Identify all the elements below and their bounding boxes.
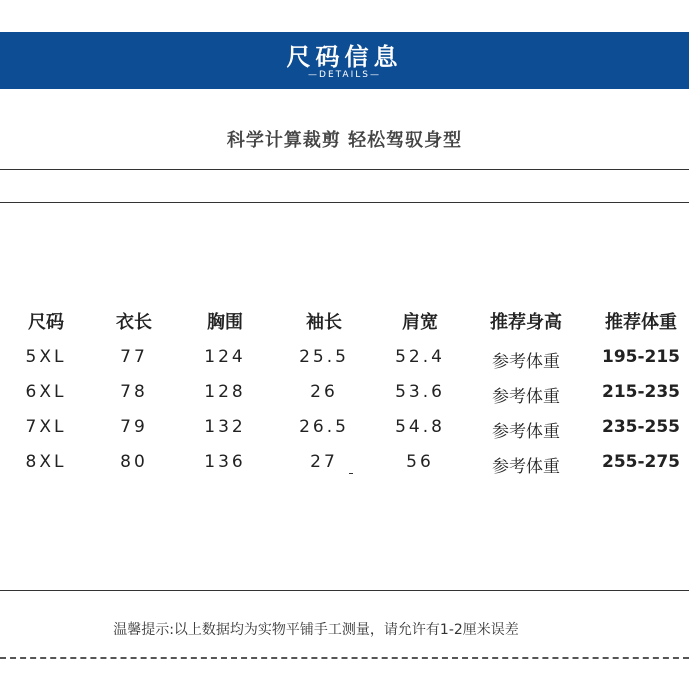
table-cell: 215-235 (601, 382, 681, 402)
table-row (0, 347, 689, 377)
divider-top-1 (0, 169, 689, 170)
table-cell: 5XL (25, 347, 67, 367)
table-cell: 77 (120, 347, 148, 367)
table-cell: 79 (120, 417, 148, 437)
table-cell: 255-275 (601, 452, 681, 472)
table-header-cell: 推荐身高 (490, 312, 562, 333)
divider-bottom (0, 590, 689, 591)
dashed-divider (0, 657, 689, 659)
table-cell: 6XL (25, 382, 67, 402)
table-row (0, 382, 689, 412)
table-row (0, 452, 689, 482)
table-cell: 54.8 (395, 417, 445, 437)
table-cell: 195-215 (601, 347, 681, 367)
table-cell: 参考体重 (492, 352, 560, 372)
table-cell: 132 (204, 417, 246, 437)
table-cell: 78 (120, 382, 148, 402)
table-cell: 参考体重 (492, 422, 560, 442)
stray-mark (349, 471, 353, 474)
divider-top-2 (0, 202, 689, 203)
table-cell: 26.5 (299, 417, 349, 437)
table-cell: 27 (310, 452, 338, 472)
table-row (0, 417, 689, 447)
tagline: 科学计算裁剪 轻松驾驭身型 (226, 130, 463, 151)
section-subtitle: —DETAILS— (308, 70, 381, 80)
table-header-cell: 胸围 (207, 312, 243, 333)
table-cell: 235-255 (601, 417, 681, 437)
table-cell: 8XL (25, 452, 67, 472)
table-cell: 52.4 (395, 347, 445, 367)
table-cell: 136 (204, 452, 246, 472)
table-cell: 56 (406, 452, 434, 472)
table-cell: 25.5 (299, 347, 349, 367)
table-header-row (0, 308, 689, 338)
table-cell: 26 (310, 382, 338, 402)
table-cell: 128 (204, 382, 246, 402)
table-cell: 53.6 (395, 382, 445, 402)
table-cell: 参考体重 (492, 457, 560, 477)
table-cell: 124 (204, 347, 246, 367)
table-header-cell: 衣长 (116, 312, 152, 333)
measurement-note: 温馨提示:以上数据均为实物平铺手工测量，请允许有1-2厘米误差 (113, 622, 519, 638)
table-header-cell: 推荐体重 (605, 312, 677, 333)
section-title: 尺码信息 (286, 43, 403, 71)
table-header-cell: 袖长 (306, 312, 342, 333)
table-cell: 80 (120, 452, 148, 472)
table-cell: 7XL (25, 417, 67, 437)
table-header-cell: 肩宽 (402, 312, 438, 333)
table-header-cell: 尺码 (28, 312, 64, 333)
table-cell: 参考体重 (492, 387, 560, 407)
